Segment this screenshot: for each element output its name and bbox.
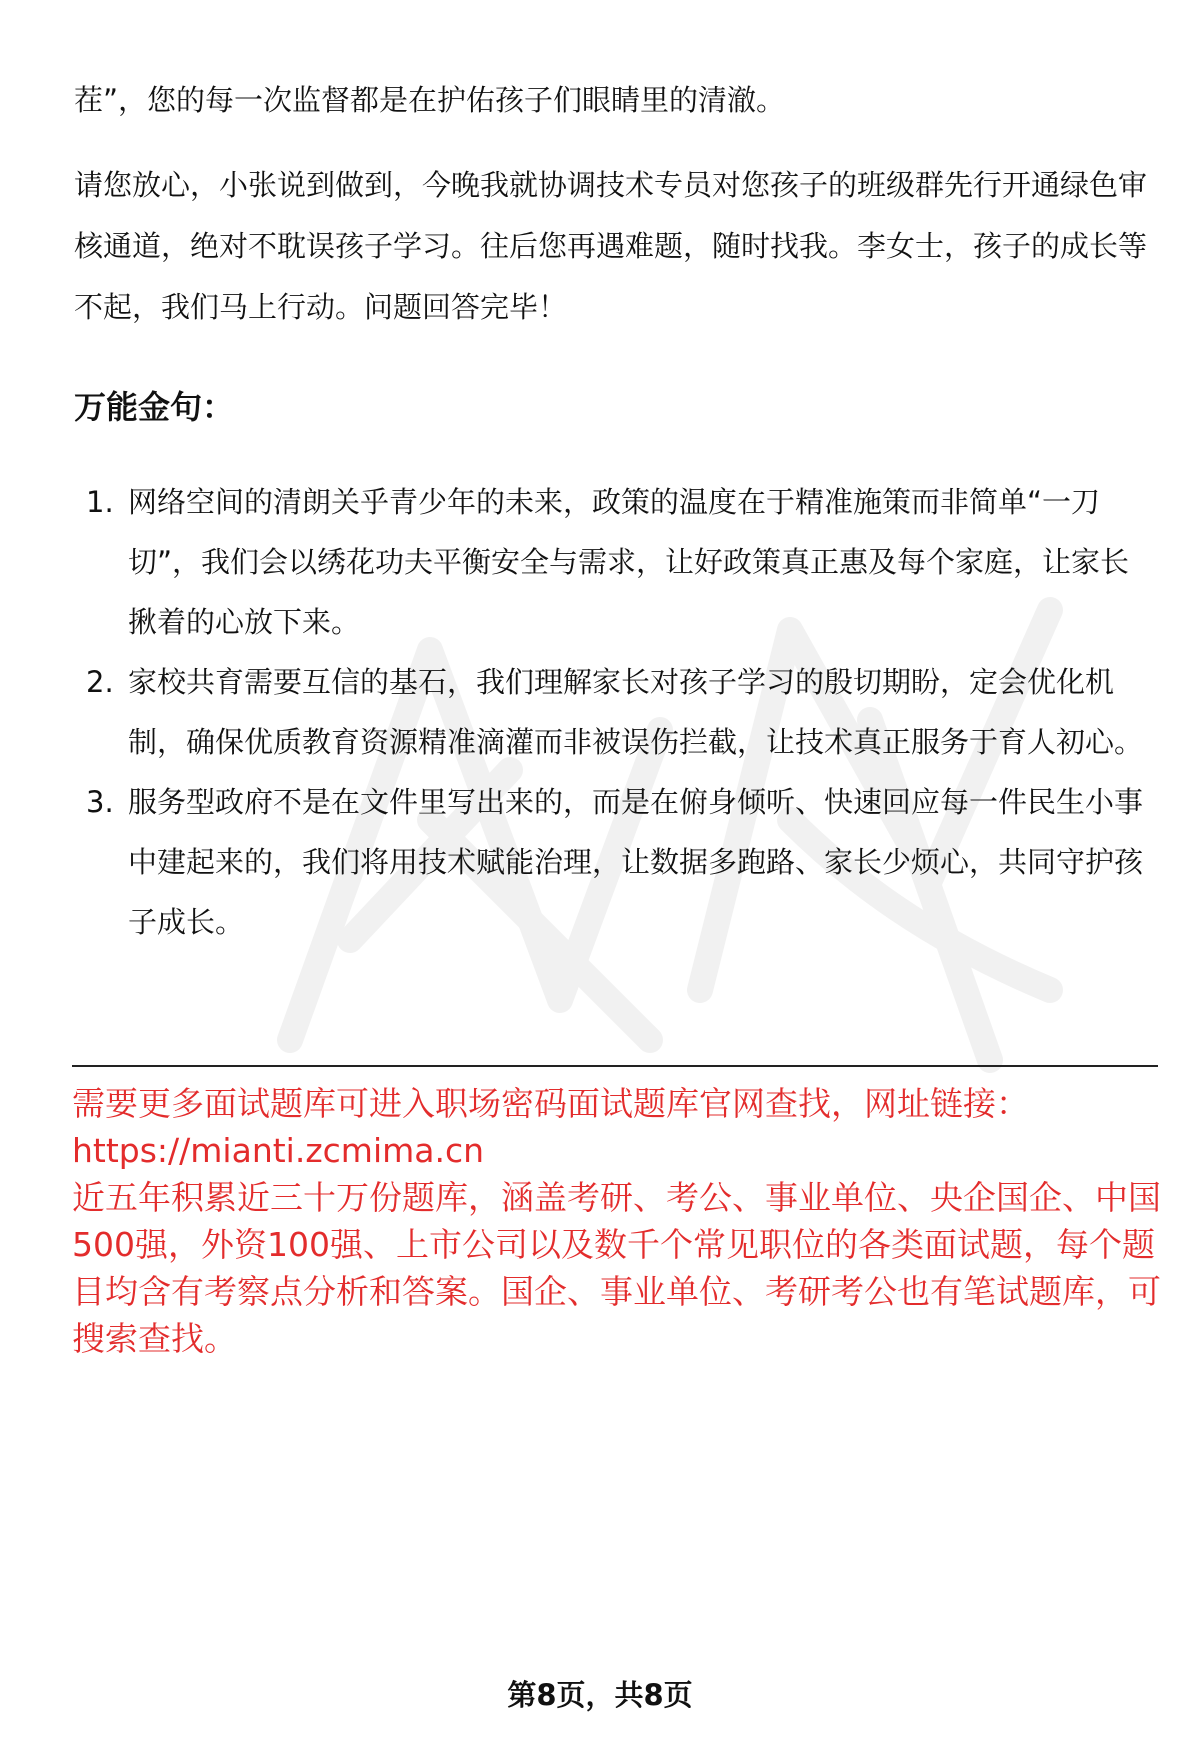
list-item-text: 家校共育需要互信的基石，我们理解家长对孩子学习的殷切期盼，定会优化机制，确保优质教育资源精准滴灌而非被误伤拦截，让技术真正服务于育人初心。 bbox=[128, 665, 1144, 759]
list-item-text: 网络空间的清朗关乎青少年的未来，政策的温度在于精准施策而非简单“一刀切”，我们会以绣花功夫平衡安全与需求，让好政策真正惠及每个家庭，让家长揪着的心放下来。 bbox=[128, 485, 1130, 639]
list-item bbox=[74, 652, 1154, 772]
list-item-number: 1. bbox=[86, 485, 114, 519]
section-divider bbox=[72, 1065, 1158, 1067]
answer-closing-paragraph: 请您放心，小张说到做到，今晚我就协调技术专员对您孩子的班级群先行开通绿色审核通道，绝对不耽误孩子学习。往后您再遇难题，随时找我。李女士，孩子的成长等不起，我们马上行动。问题回答完毕！ bbox=[74, 168, 1148, 324]
list-item-number: 3. bbox=[86, 785, 114, 819]
section-heading: 万能金句： bbox=[74, 388, 235, 426]
golden-quotes-list bbox=[74, 472, 1154, 952]
promo-block bbox=[72, 1080, 1162, 1362]
promo-intro-text: 需要更多面试题库可进入职场密码面试题库官网查找，网址链接： bbox=[72, 1084, 1029, 1123]
page-number: 第8页，共8页 bbox=[507, 1678, 693, 1712]
list-item bbox=[74, 772, 1154, 952]
list-item-text: 服务型政府不是在文件里写出来的，而是在俯身倾听、快速回应每一件民生小事中建起来的，我们将用技术赋能治理，让数据多跑路、家长少烦心，共同守护孩子成长。 bbox=[128, 785, 1144, 939]
list-item bbox=[74, 472, 1154, 652]
list-item-number: 2. bbox=[86, 665, 114, 699]
promo-description-text: 近五年积累近三十万份题库，涵盖考研、考公、事业单位、央企国企、中国500强，外资100强、上市公司以及数千个常见职位的各类面试题，每个题目均含有考察点分析和答案。国企、事业单位、考研考公也有笔试题库，可搜索查找。 bbox=[72, 1178, 1161, 1358]
continued-paragraph: 茬”，您的每一次监督都是在护佑孩子们眼睛里的清澈。 bbox=[74, 83, 786, 117]
promo-url-link[interactable]: https://mianti.zcmima.cn bbox=[72, 1131, 485, 1170]
